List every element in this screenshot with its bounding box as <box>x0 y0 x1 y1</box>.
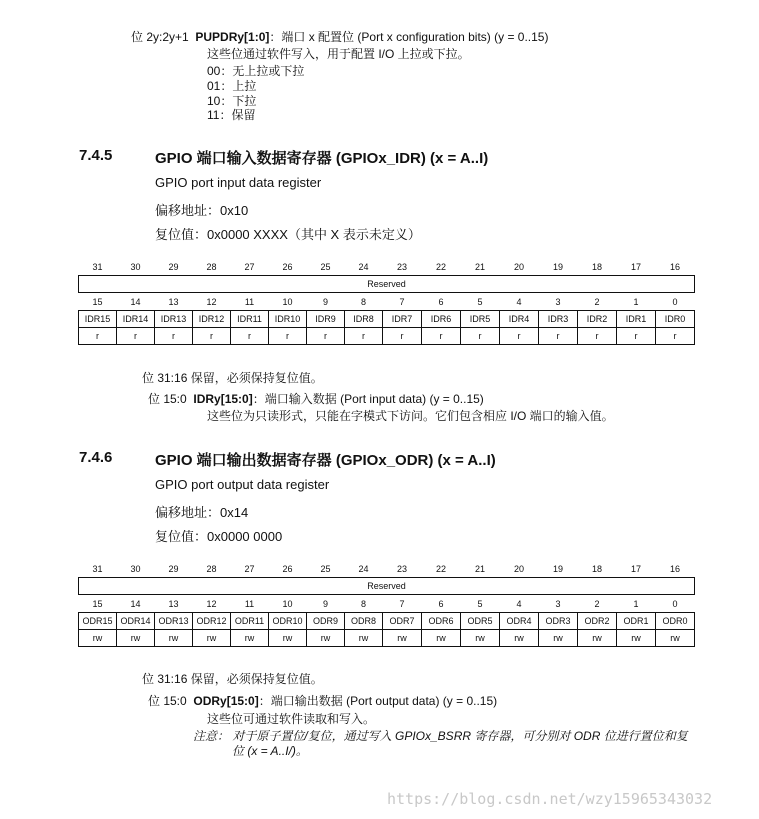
access-cell: r <box>307 328 345 345</box>
field-cell: ODR10 <box>269 613 307 630</box>
idr-register-table <box>78 258 695 345</box>
bit-number: 15 <box>92 296 103 307</box>
access-cell: rw <box>193 630 231 647</box>
field-cell: ODR4 <box>500 613 539 630</box>
odr-bit15-0-name: ODRy[15:0] <box>193 694 259 708</box>
bit-number: 3 <box>555 598 561 609</box>
odr-low-bit-row <box>79 595 695 613</box>
access-cell: r <box>383 328 422 345</box>
bit-number: 24 <box>358 563 369 574</box>
access-cell: rw <box>500 630 539 647</box>
access-cell: rw <box>269 630 307 647</box>
bit-number: 22 <box>435 563 446 574</box>
field-cell: IDR0 <box>656 311 695 328</box>
odr-bit15-0-title: ：端口输出数据 (Port output data) (y = 0..15) <box>258 694 498 708</box>
odr-bit15-0-desc: 这些位可通过软件读取和写入。 <box>207 712 376 726</box>
access-cell: r <box>617 328 656 345</box>
bit-number: 17 <box>630 563 641 574</box>
bit-number: 4 <box>516 598 522 609</box>
bit-number: 4 <box>516 296 522 307</box>
field-cell: ODR0 <box>656 613 695 630</box>
pupdr-title: ：端口 x 配置位 (Port x configuration bits) (y = 0..15) <box>269 30 549 44</box>
bit-number: 7 <box>399 296 405 307</box>
bit-number: 29 <box>168 563 179 574</box>
bit-number: 9 <box>322 296 328 307</box>
access-cell: r <box>422 328 461 345</box>
field-cell: ODR15 <box>79 613 117 630</box>
access-cell: rw <box>231 630 269 647</box>
idr-bit31-16-desc: 位 31:16 保留，必须保持复位值。 <box>142 371 323 385</box>
bit-number: 19 <box>552 563 563 574</box>
bit-number: 10 <box>282 598 293 609</box>
bit-number: 30 <box>130 563 141 574</box>
odr-register-table <box>78 560 695 647</box>
bit-number: 1 <box>633 598 639 609</box>
bit-number: 5 <box>477 598 483 609</box>
odr-section-title: GPIO 端口输出数据寄存器 (GPIOx_ODR) (x = A..I) <box>155 452 496 469</box>
access-cell: rw <box>656 630 695 647</box>
idr-field-row <box>79 311 695 328</box>
bit-number: 28 <box>206 563 217 574</box>
bit-number: 28 <box>206 261 217 272</box>
idr-subtitle: GPIO port input data register <box>155 175 322 190</box>
field-cell: IDR7 <box>383 311 422 328</box>
field-cell: IDR2 <box>578 311 617 328</box>
bit-number: 12 <box>206 296 217 307</box>
access-cell: rw <box>345 630 383 647</box>
bit-number: 1 <box>633 296 639 307</box>
access-cell: rw <box>155 630 193 647</box>
access-cell: r <box>345 328 383 345</box>
access-cell: rw <box>422 630 461 647</box>
bit-number: 13 <box>168 598 179 609</box>
bit-number: 24 <box>358 261 369 272</box>
field-cell: ODR12 <box>193 613 231 630</box>
bit-number: 6 <box>438 598 444 609</box>
access-cell: rw <box>578 630 617 647</box>
field-cell: ODR1 <box>617 613 656 630</box>
field-cell: ODR8 <box>345 613 383 630</box>
field-cell: ODR2 <box>578 613 617 630</box>
odr-note-line1: 注意： 对于原子置位/复位，通过写入 GPIOx_BSRR 寄存器，可分别对 ODR 位进行置位和复 <box>193 729 688 743</box>
bit-number: 0 <box>672 598 678 609</box>
pupdr-option: 01：上拉 <box>207 79 257 93</box>
bit-number: 21 <box>474 261 485 272</box>
bit-number: 8 <box>360 598 366 609</box>
field-cell: ODR6 <box>422 613 461 630</box>
odr-high-bit-row <box>79 560 695 578</box>
access-cell: rw <box>307 630 345 647</box>
pupdr-bits <box>131 28 548 45</box>
bit-number: 11 <box>244 598 255 609</box>
odr-offset: 偏移地址：0x14 <box>155 505 249 520</box>
bit-number: 19 <box>552 261 563 272</box>
bit-number: 3 <box>555 296 561 307</box>
bit-number: 25 <box>320 563 331 574</box>
bit-number: 7 <box>399 598 405 609</box>
pupdr-bit-range: 位 2y:2y+1 <box>131 30 189 44</box>
field-cell: ODR7 <box>383 613 422 630</box>
bit-number: 10 <box>282 296 293 307</box>
bit-number: 27 <box>244 563 255 574</box>
bit-number: 2 <box>594 598 600 609</box>
access-cell: r <box>231 328 269 345</box>
access-cell: r <box>155 328 193 345</box>
bit-number: 12 <box>206 598 217 609</box>
bit-number: 13 <box>168 296 179 307</box>
odr-section-number: 7.4.6 <box>79 449 113 466</box>
bit-number: 27 <box>244 261 255 272</box>
bit-number: 17 <box>630 261 641 272</box>
bit-number: 0 <box>672 296 678 307</box>
pupdr-option: 10：下拉 <box>207 94 257 108</box>
odr-reserved-row <box>79 578 695 595</box>
reserved-cell: Reserved <box>79 578 695 595</box>
field-cell: IDR9 <box>307 311 345 328</box>
bit-number: 18 <box>591 563 602 574</box>
bit-number: 18 <box>591 261 602 272</box>
field-cell: ODR11 <box>231 613 269 630</box>
field-cell: IDR3 <box>539 311 578 328</box>
access-cell: r <box>656 328 695 345</box>
watermark-url: https://blog.csdn.net/wzy15965343032 <box>387 790 713 808</box>
odr-bit15-0 <box>148 692 497 709</box>
access-cell: rw <box>79 630 117 647</box>
idr-bit15-0-range: 位 15:0 <box>148 392 187 406</box>
bit-number: 25 <box>320 261 331 272</box>
bit-number: 14 <box>130 296 141 307</box>
bit-number: 16 <box>669 261 680 272</box>
odr-note-line2: 位 (x = A..I/)。 <box>232 744 308 758</box>
access-cell: r <box>193 328 231 345</box>
bit-number: 31 <box>92 261 103 272</box>
field-cell: IDR1 <box>617 311 656 328</box>
bit-number: 20 <box>513 563 524 574</box>
idr-bit15-0-desc: 这些位为只读形式，只能在字模式下访问。它们包含相应 I/O 端口的输入值。 <box>207 409 614 423</box>
pupdr-field-name: PUPDRy[1:0] <box>195 30 270 44</box>
reserved-cell: Reserved <box>79 276 695 293</box>
field-cell: ODR14 <box>117 613 155 630</box>
field-cell: IDR5 <box>461 311 500 328</box>
bit-number: 22 <box>435 261 446 272</box>
access-cell: r <box>79 328 117 345</box>
pupdr-option: 00：无上拉或下拉 <box>207 64 305 78</box>
bit-number: 23 <box>396 563 407 574</box>
idr-access-row <box>79 328 695 345</box>
odr-access-row <box>79 630 695 647</box>
pupdr-desc: 这些位通过软件写入，用于配置 I/O 上拉或下拉。 <box>207 47 470 61</box>
access-cell: r <box>461 328 500 345</box>
odr-subtitle: GPIO port output data register <box>155 477 330 492</box>
access-cell: r <box>500 328 539 345</box>
bit-number: 29 <box>168 261 179 272</box>
idr-bit15-0-name: IDRy[15:0] <box>193 392 253 406</box>
field-cell: IDR14 <box>117 311 155 328</box>
access-cell: rw <box>539 630 578 647</box>
field-cell: IDR13 <box>155 311 193 328</box>
bit-number: 5 <box>477 296 483 307</box>
field-cell: IDR11 <box>231 311 269 328</box>
bit-number: 31 <box>92 563 103 574</box>
access-cell: rw <box>383 630 422 647</box>
idr-reserved-row <box>79 276 695 293</box>
bit-number: 26 <box>282 261 293 272</box>
field-cell: IDR4 <box>500 311 539 328</box>
access-cell: r <box>539 328 578 345</box>
idr-offset: 偏移地址：0x10 <box>155 203 249 218</box>
pupdr-option: 11：保留 <box>207 108 256 122</box>
bit-number: 2 <box>594 296 600 307</box>
bit-number: 16 <box>669 563 680 574</box>
odr-field-row <box>79 613 695 630</box>
access-cell: rw <box>461 630 500 647</box>
field-cell: ODR9 <box>307 613 345 630</box>
field-cell: IDR10 <box>269 311 307 328</box>
field-cell: IDR6 <box>422 311 461 328</box>
idr-bit15-0-title: ：端口输入数据 (Port input data) (y = 0..15) <box>252 392 484 406</box>
bit-number: 20 <box>513 261 524 272</box>
access-cell: r <box>117 328 155 345</box>
idr-high-bit-row <box>79 258 695 276</box>
access-cell: r <box>269 328 307 345</box>
idr-reset-value: 复位值：0x0000 XXXX（其中 X 表示未定义） <box>155 227 421 242</box>
idr-bit15-0 <box>148 390 484 407</box>
idr-section-title: GPIO 端口输入数据寄存器 (GPIOx_IDR) (x = A..I) <box>155 150 489 167</box>
bit-number: 30 <box>130 261 141 272</box>
bit-number: 23 <box>396 261 407 272</box>
odr-bit15-0-range: 位 15:0 <box>148 694 187 708</box>
bit-number: 26 <box>282 563 293 574</box>
field-cell: IDR15 <box>79 311 117 328</box>
bit-number: 8 <box>360 296 366 307</box>
bit-number: 6 <box>438 296 444 307</box>
odr-reset-value: 复位值：0x0000 0000 <box>155 529 283 544</box>
idr-low-bit-row <box>79 293 695 311</box>
access-cell: rw <box>117 630 155 647</box>
bit-number: 14 <box>130 598 141 609</box>
field-cell: ODR3 <box>539 613 578 630</box>
field-cell: ODR13 <box>155 613 193 630</box>
bit-number: 11 <box>244 296 255 307</box>
access-cell: r <box>578 328 617 345</box>
odr-bit31-16-desc: 位 31:16 保留，必须保持复位值。 <box>142 672 323 686</box>
access-cell: rw <box>617 630 656 647</box>
field-cell: IDR12 <box>193 311 231 328</box>
bit-number: 15 <box>92 598 103 609</box>
idr-section-number: 7.4.5 <box>79 147 113 164</box>
field-cell: IDR8 <box>345 311 383 328</box>
bit-number: 9 <box>322 598 328 609</box>
bit-number: 21 <box>474 563 485 574</box>
field-cell: ODR5 <box>461 613 500 630</box>
